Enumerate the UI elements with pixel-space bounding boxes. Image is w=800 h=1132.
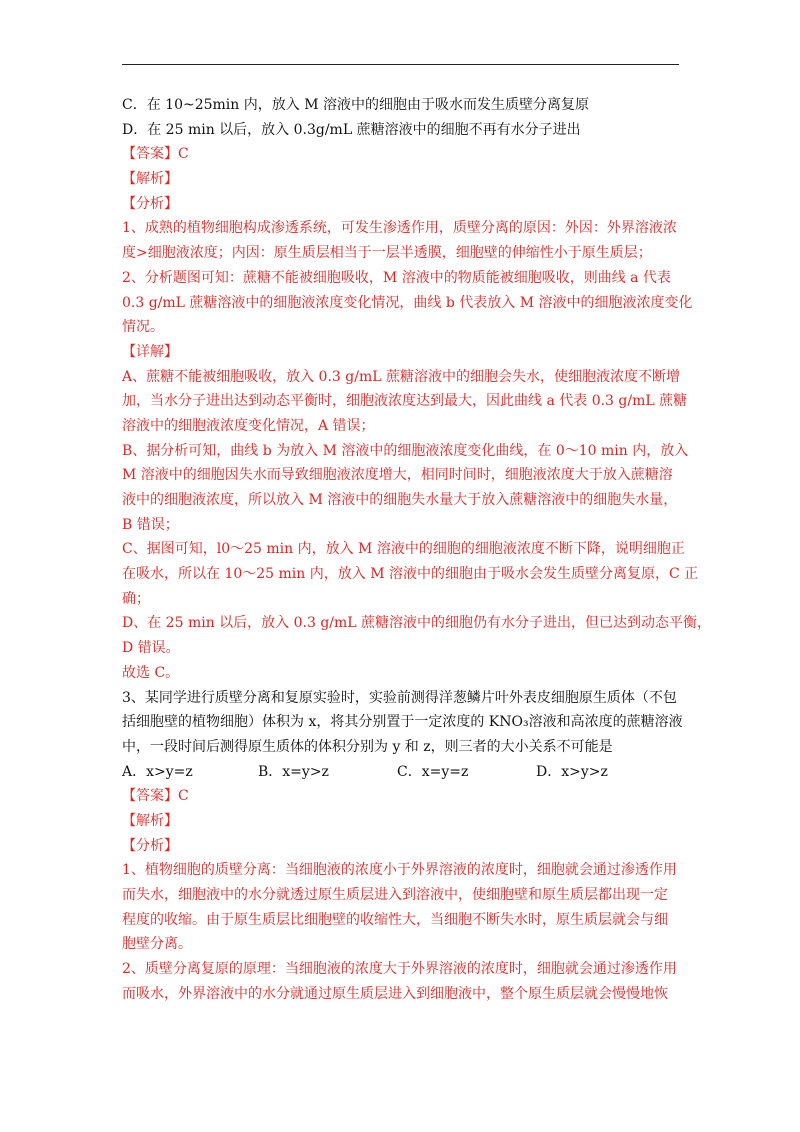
text-line: 而吸水，外界溶液中的水分就通过原生质层进入到细胞液中，整个原生质层就会慢慢地恢 (122, 985, 668, 1002)
text-line: 确； (122, 590, 150, 607)
text-line: D、在 25 min 以后，放入 0.3 g/mL 蔗糖溶液中的细胞仍有水分子进出，但已达到动态平衡， (122, 615, 712, 632)
text-line: A、蔗糖不能被细胞吸收，放入 0.3 g/mL 蔗糖溶液中的细胞会失水，使细胞液浓度不断增 (122, 368, 680, 385)
text-line: 2、质壁分离复原的原理：当细胞液的浓度大于外界溶液的浓度时，细胞就会通过渗透作用 (122, 961, 677, 978)
option-b: B．x=y>z (258, 763, 329, 780)
text-line: 【解析】 (122, 812, 178, 829)
text-line: M 溶液中的细胞因失水而导致细胞液浓度增大，相同时间时，细胞液浓度大于放入蔗糖溶 (122, 467, 673, 484)
text-line: B、据分析可知，曲线 b 为放入 M 溶液中的细胞液浓度变化曲线，在 0～10 min 内，放入 (122, 442, 689, 459)
options-row (122, 760, 679, 785)
option-d: D．x>y>z (536, 763, 608, 780)
text-line: 【解析】 (122, 171, 178, 188)
header-rule (122, 64, 679, 65)
document-page (122, 93, 712, 1006)
text-block-top (122, 93, 712, 760)
text-line: 3、某同学进行质壁分离和复原实验时，实验前测得洋葱鳞片叶外表皮细胞原生质体（不包 (122, 689, 677, 706)
text-line: D．在 25 min 以后，放入 0.3g/mL 蔗糖溶液中的细胞不再有水分子进出 (122, 121, 581, 138)
option-c: C．x=y=z (397, 763, 469, 780)
text-line: 【详解】 (122, 343, 178, 360)
text-line: 【分析】 (122, 837, 178, 854)
text-line: 【答案】C (122, 146, 189, 163)
text-line: 度>细胞液浓度；内因：原生质层相当于一层半透膜，细胞壁的伸缩性小于原生质层； (122, 245, 652, 262)
text-line: 在吸水，所以在 10～25 min 内，放入 M 溶液中的细胞由于吸水会发生质壁分离复原，C 正 (122, 566, 699, 583)
text-line: 1、植物细胞的质壁分离：当细胞液的浓度小于外界溶液的浓度时，细胞就会通过渗透作用 (122, 862, 677, 879)
text-line: 液中的细胞液浓度，所以放入 M 溶液中的细胞失水量大于放入蔗糖溶液中的细胞失水量， (122, 492, 678, 508)
text-line: 【答案】C (122, 788, 189, 805)
text-line: 溶液中的细胞液浓度变化情况，A 错误； (122, 417, 375, 434)
text-line: 【分析】 (122, 195, 178, 212)
text-line: C、据图可知，l0～25 min 内，放入 M 溶液中的细胞的细胞液浓度不断下降，说明细胞正 (122, 541, 685, 558)
text-line: 加，当水分子进出达到动态平衡时，细胞液浓度达到最大，因此曲线 a 代表 0.3 g/mL 蔗糖 (122, 393, 688, 410)
text-line: 情况。 (122, 319, 164, 336)
text-line: 而失水，细胞液中的水分就透过原生质层进入到溶液中，使细胞壁和原生质层都出现一定 (122, 887, 668, 903)
text-line: 胞壁分离。 (122, 936, 192, 953)
text-line: B 错误； (122, 516, 179, 533)
text-line: C．在 10~25min 内，放入 M 溶液中的细胞由于吸水而发生质壁分离复原 (122, 97, 589, 113)
text-line: 程度的收缩。由于原生质层比细胞壁的收缩性大，当细胞不断失水时，原生质层就会与细 (122, 911, 668, 928)
text-line: 括细胞壁的植物细胞）体积为 x，将其分别置于一定浓度的 KNO₃溶液和高浓度的蔗糖溶液 (122, 714, 683, 731)
text-line: 0.3 g/mL 蔗糖溶液中的细胞液浓度变化情况，曲线 b 代表放入 M 溶液中的细胞液浓度变化 (122, 294, 693, 311)
text-line: 1、成熟的植物细胞构成渗透系统，可发生渗透作用，质壁分离的原因：外因：外界溶液浓 (122, 220, 677, 237)
option-a: A．x>y=z (122, 763, 193, 780)
text-line: 2、分析题图可知：蔗糖不能被细胞吸收，M 溶液中的物质能被细胞吸收，则曲线 a 代表 (122, 269, 671, 286)
text-line: 中，一段时间后测得原生质体的体积分别为 y 和 z，则三者的大小关系不可能是 (122, 738, 613, 755)
text-block-bottom (122, 784, 679, 1006)
text-line: D 错误。 (122, 640, 180, 657)
text-line: 故选 C。 (122, 664, 180, 681)
